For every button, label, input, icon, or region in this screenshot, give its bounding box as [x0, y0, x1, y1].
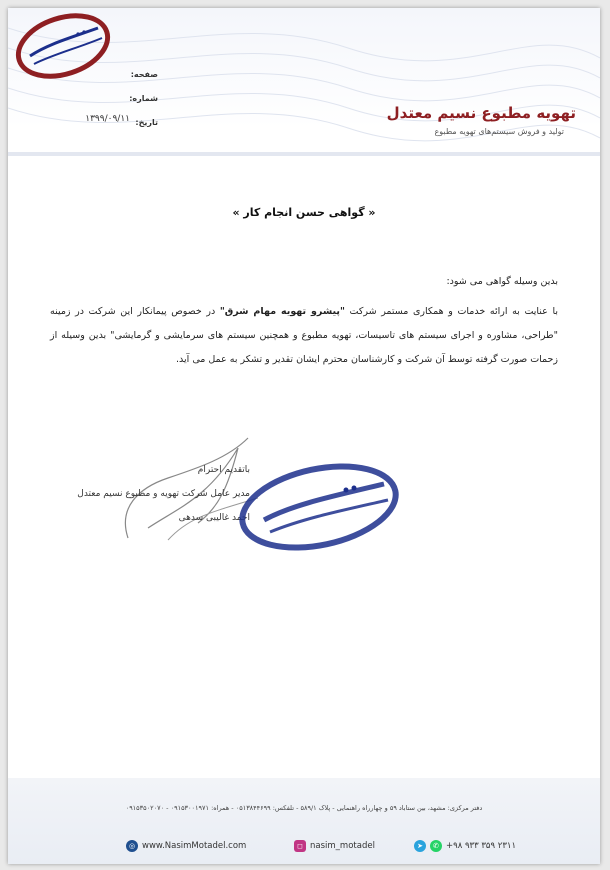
letter-footer [8, 778, 600, 864]
instagram-handle: nasim_motadel [310, 841, 375, 851]
closing-block [77, 458, 250, 530]
company-name: تهویه مطبوع نسیم معتدل [386, 104, 576, 122]
letterhead [8, 8, 600, 158]
number-label: شماره: [129, 94, 158, 103]
date-label: تاریخ: [135, 118, 158, 127]
signer-position: مدیر عامل شرکت تهویه و مطبوع نسیم معتدل [77, 489, 250, 499]
phone-number: +۹۸ ۹۳۳ ۳۵۹ ۲۳۱۱ [446, 841, 517, 851]
letter-meta [68, 70, 158, 142]
company-tagline: تولید و فروش سیستم‌های تهویه مطبوع [434, 127, 564, 136]
website-text: www.NasimMotadel.com [142, 841, 247, 851]
paragraph-text-1: با عنایت به ارائه خدمات و همکاری مستمر شرکت [344, 306, 558, 317]
telegram-icon: ➤ [414, 840, 426, 852]
globe-icon: ◎ [126, 840, 138, 852]
instagram-icon: ◻ [294, 840, 306, 852]
letter-title: « گواهی حسن انجام کار » [232, 206, 376, 219]
signer-name: احمد غالیبی سدهی [178, 513, 250, 523]
letter-page [8, 8, 600, 864]
instagram-contact [294, 840, 375, 852]
whatsapp-icon: ✆ [430, 840, 442, 852]
date-value: ۱۳۹۹/۰۹/۱۱ [85, 114, 130, 124]
company-stamp [234, 460, 404, 554]
letter-paragraph [50, 300, 558, 372]
paragraph-text-2: در خصوص پیمانکار این شرکت در زمینه "طراحی، مشاوره و اجرای سیستم های تاسیسات، تهویه مطبوع و همچنین سیستم های سرمایشی و گرمایشی" بدین وسیله از زحمات صورت گرفته توسط آن شرکت و کارشناسان محترم ایشان تقدیر و تشکر به عمل می آید. [50, 306, 558, 365]
contractor-name: "پیشرو تهویه مهام شرق" [219, 306, 345, 317]
letter-body [50, 270, 558, 372]
regards-text: باتقدیم احترام [197, 465, 250, 475]
footer-address: دفتر مرکزی: مشهد، بین ستاباد ۵۹ و چهارراه راهنمایی - پلاک ۵۸۹/۱ - تلفکس: ۰۵۱۳۸۴۴۶۹۹ - همراه: ۰۹۱۵۳۰۰۱۹۷۱ - ۰۹۱۵۳۵۰۲۰۷۰ [125, 804, 483, 812]
phone-contact [414, 840, 516, 852]
website-contact [126, 840, 246, 852]
page-label: صفحه: [130, 70, 158, 79]
greeting: بدین وسیله گواهی می شود: [446, 276, 558, 287]
